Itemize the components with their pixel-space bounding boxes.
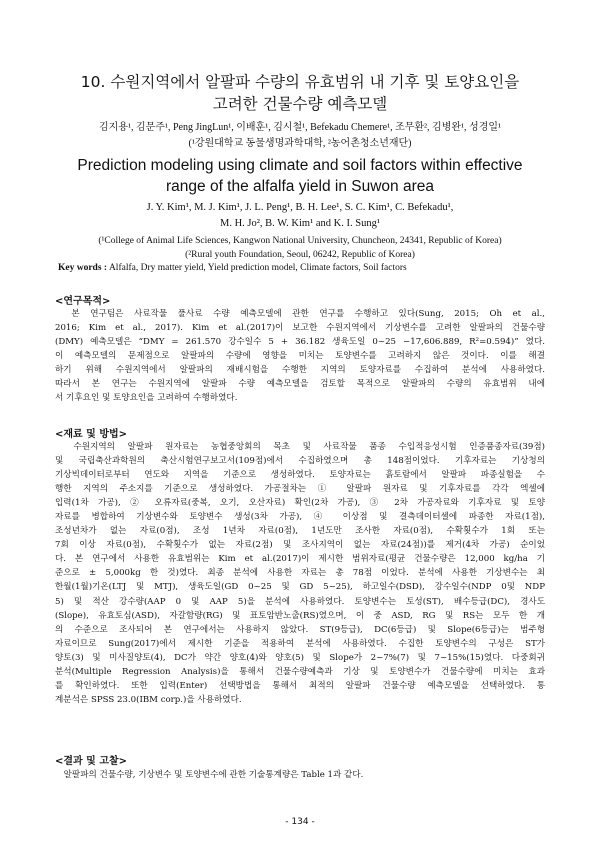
authors-ko: 김지용¹, 김문주¹, Peng JingLun¹, 이배훈¹, 김시철¹, Befekadu Chemere¹, 조무환², 김병완¹, 성경일¹ — [98, 122, 502, 133]
affiliation-ko: (¹강원대학교 동물생명과학대학, ²농어촌청소년재단) — [188, 138, 412, 149]
text-line: 2016; Kim et al., 2017). Kim et al.(2017)이 보고한 수원지역에서 기상변수를 고려한 알팔파의 건물수량 — [55, 323, 545, 334]
section-body-methods — [55, 440, 545, 707]
text-line: 행한 지역의 주소지를 기준으로 생성하였다. 가공절차는 ① 알팔파 원자료 및 기후자료를 각각 엑셀에 — [55, 484, 545, 495]
text-line: 분석(Multiple Regression Analysis)을 통해서 건물수량예측과 기상 및 토양변수가 건물수량에 미치는 효과 — [55, 666, 545, 677]
section-heading-methods: <재료 및 방법> — [55, 429, 128, 440]
text-line: 서 기후요인 및 토양요인을 고려하여 수행하였다. — [55, 393, 238, 404]
text-line: 5) 및 적산 강수량(AAP 0 및 AAP 5)을 분석에 사용하였다. 토양변수는 토성(ST), 배수등급(DC), 경사도 — [55, 596, 545, 607]
text-line: 다. 본 연구에서 사용한 유효범위는 Kim et al.(2017)이 제시한 범위자료(평균 건물수량은 12,000 kg/ha 기 — [55, 554, 545, 565]
text-line: 기상빅데이터로부터 연도와 지역을 기준으로 생성하였다. 토양자료는 흙토람에서 알팔파 파종실험을 수 — [55, 470, 545, 481]
authors-en-line1: J. Y. Kim¹, M. J. Kim¹, J. L. Peng¹, B. H. Lee¹, S. C. Kim¹, C. Befekadu¹, — [146, 202, 454, 213]
affiliation-en-line2: (²Rural youth Foundation, Seoul, 06242, Republic of Korea) — [185, 250, 415, 260]
section-heading-results: <결과 및 고찰> — [55, 756, 128, 767]
keywords-text: Alfalfa, Dry matter yield, Yield prediction model, Climate factors, Soil factors — [108, 263, 407, 273]
text-line: 입력(1차 가공), ② 오류자료(중복, 오기, 오산자료) 확인(2차 가공), ③ 2차 가공자료와 기후자료 및 토양 — [55, 498, 545, 509]
text-line: 계분석은 SPSS 23.0(IBM corp.)을 사용하였다. — [55, 694, 242, 705]
text-line: 준으로 ± 5,000kg 한 것)였다. 최종 분석에 사용한 자료는 총 78점 이었다. 분석에 사용한 기상변수는 최 — [55, 568, 545, 579]
text-line: (DMY) 예측모델은 “DMY = 261.570 강수일수 5 + 36.182 생육도일 0~25 −17,606.889, R²=0.594)” 였다. — [55, 337, 545, 348]
text-line: 이 예측모델의 문제점으로 알팔파의 수량에 영향을 미치는 토양변수를 고려하지 않은 것이다. 이를 해결 — [55, 351, 545, 362]
text-line: 양토(3) 및 미사질양토(4), DC가 약간 양호(4)와 양호(5) 및 Slope가 2~7%(7) 및 7~15%(15)였다. 다중회귀 — [55, 652, 545, 663]
text-line: 본 연구팀은 사료작물 풀사료 수량 예측모델에 관한 연구를 수행하고 있다(Sung, 2015; Oh et al., — [55, 309, 545, 319]
title-ko-line1: 10. 수원지역에서 알팔파 수량의 유효범위 내 기후 및 토양요인을 — [80, 73, 520, 91]
text-line: 조성년차가 없는 자료(0점), 조성 1년차 자료(0점), 1년도만 조사한 자료(0점), 수확횟수가 1회 또는 — [55, 526, 545, 537]
text-line: 알팔파의 건물수량, 기상변수 및 토양변수에 관한 기술통계량은 Table 1과 같다. — [55, 770, 364, 780]
text-line: 를 확인하였다. 또한 입력(Enter) 선택방법을 통해서 최적의 알팔파 건물수량 예측모델을 선택하였다. 통 — [55, 680, 545, 691]
text-line: 7회 이상 자료(0점), 수확횟수가 없는 자료(2점) 및 조사지역이 없는 자료(24점))를 제거(4차 가공) 순이었 — [55, 540, 545, 551]
keywords-label: Key words : — [58, 263, 108, 273]
title-en-line1: Prediction modeling using climate and soil factors within effective — [77, 157, 523, 174]
section-body-results — [55, 768, 545, 782]
title-ko-line2: 고려한 건물수량 예측모델 — [212, 95, 388, 113]
text-line: 및 국립축산과학원의 축산시험연구보고서(109점)에서 수집하였으며 총 148점이었다. 기후자료는 기상청의 — [55, 456, 545, 467]
keywords — [58, 263, 558, 273]
text-line: (Slope), 유효토심(ASD), 자갈함량(RG) 및 표토암반노출(RS)였으며, 이 중 ASD, RG 및 RS는 모두 한 개 — [55, 610, 545, 621]
text-line: 수원지역의 알팔파 원자료는 농협중앙회의 목초 및 사료작물 품종 수입적응성시험 인증품종자료(39점) — [55, 442, 545, 452]
section-body-purpose — [55, 307, 545, 405]
text-line: 의 수준으로 조사되어 본 연구에서는 사용하지 않았다. ST(9등급), DC(6등급) 및 Slope(6등급)는 범주형 — [55, 624, 545, 635]
page-number: - 134 - — [285, 817, 315, 827]
text-line: 한월(1월)기온(LTJ 및 MTJ), 생육도일(GD 0~25 및 GD 5~25), 하고일수(DSD), 강수일수(NDP 0및 NDP — [55, 582, 545, 593]
authors-en-line2: M. H. Jo², B. W. Kim¹ and K. I. Sung¹ — [220, 218, 380, 229]
text-line: 자료이므로 Sung(2017)에서 제시한 기준을 적용하여 분석에 사용하였다. 수집한 토양변수의 구성은 ST가 — [55, 638, 545, 649]
text-line: 따라서 본 연구는 수원지역에 알팔파 수량 예측모델을 검토할 목적으로 알팔파의 수량의 유효범위 내에 — [55, 379, 545, 390]
affiliation-en-line1: (¹College of Animal Life Sciences, Kangwon National University, Chuncheon, 24341, Republic of Korea) — [98, 236, 502, 246]
text-line: 하기 위해 수원지역에서 알팔파의 재배시험을 수행한 지역의 토양자료를 수집하여 분석에 사용하였다. — [55, 365, 545, 376]
text-line: 자료를 병합하여 기상변수와 토양변수 생성(3차 가공), ④ 이상점 및 결측데이터셀에 파종한 자료(1점), — [55, 512, 545, 523]
section-heading-purpose: <연구목적> — [55, 296, 111, 307]
title-en-line2: range of the alfalfa yield in Suwon area — [166, 178, 434, 195]
